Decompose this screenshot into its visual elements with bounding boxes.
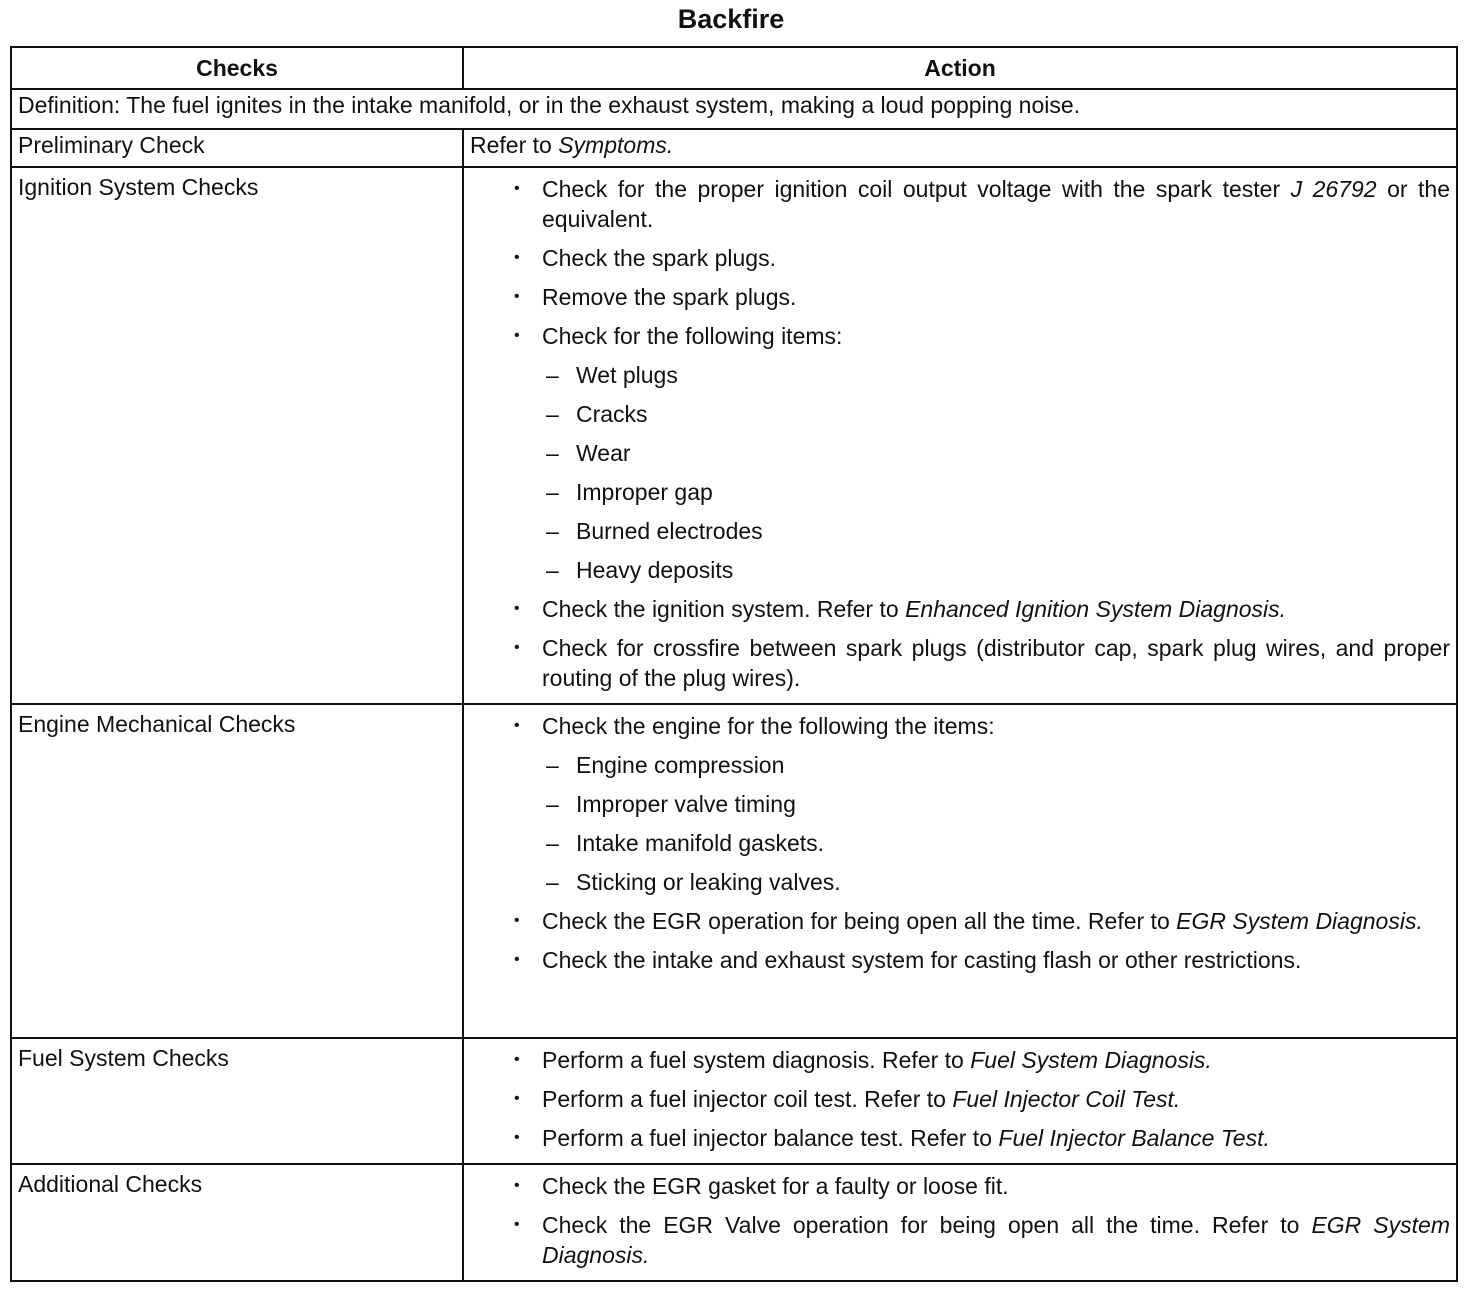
- spark-plug-sublist: [542, 360, 1450, 585]
- preliminary-check-action: [463, 129, 1457, 167]
- item-text: Check the EGR Valve operation for being open all the time. Refer to: [542, 1212, 1312, 1238]
- definition-text: Definition: The fuel ignites in the intake manifold, or in the exhaust system, making a loud popping noise.: [11, 89, 1457, 129]
- sub-item: – Intake manifold gaskets.: [542, 828, 1450, 858]
- reference-link: Fuel Injector Coil Test.: [952, 1086, 1181, 1112]
- item-text: Check the EGR operation for being open all the time. Refer to: [542, 908, 1177, 934]
- list-item: • Check for crossfire between spark plugs (distributor cap, spark plug wires, and proper routing of the plug wires).: [470, 633, 1450, 693]
- additional-checks-label: Additional Checks: [18, 1171, 203, 1197]
- list-item: [470, 321, 1450, 585]
- sub-item: – Engine compression: [542, 750, 1450, 780]
- table-row: [11, 167, 1457, 704]
- item-text: or the equivalent.: [542, 176, 1450, 232]
- reference-link: Enhanced Ignition System Diagnosis.: [905, 596, 1287, 622]
- item-text: Perform a fuel injector coil test. Refer to: [542, 1086, 953, 1112]
- table-row: [11, 129, 1457, 167]
- preliminary-check-label: Preliminary Check: [11, 129, 463, 167]
- item-text: Check the ignition system. Refer to: [542, 596, 906, 622]
- backfire-table: [10, 46, 1458, 1282]
- list-item: [470, 1084, 1450, 1114]
- list-item: • Check the EGR gasket for a faulty or loose fit.: [470, 1171, 1450, 1201]
- table-row: [11, 1038, 1457, 1164]
- ignition-action-list: [470, 174, 1450, 693]
- list-item: [470, 174, 1450, 234]
- list-item: • Remove the spark plugs.: [470, 282, 1450, 312]
- ignition-actions-cell: [463, 167, 1457, 704]
- fuel-action-list: [470, 1045, 1450, 1153]
- sub-item: – Wear: [542, 438, 1450, 468]
- ignition-checks-label: Ignition System Checks: [18, 174, 259, 200]
- engine-checks-cell: [11, 704, 463, 1038]
- ignition-checks-cell: [11, 167, 463, 704]
- reference-link: EGR System Diagnosis.: [542, 1212, 1450, 1268]
- sub-item: – Burned electrodes: [542, 516, 1450, 546]
- item-text: Check for the following items:: [542, 323, 843, 349]
- list-item: [470, 594, 1450, 624]
- list-item: [470, 1210, 1450, 1270]
- fuel-checks-label: Fuel System Checks: [18, 1045, 229, 1071]
- sub-item: – Heavy deposits: [542, 555, 1450, 585]
- checks-header: Checks: [11, 47, 463, 89]
- additional-checks-cell: [11, 1164, 463, 1281]
- item-text: Perform a fuel injector balance test. Refer to: [542, 1125, 999, 1151]
- action-text: Refer to: [470, 132, 559, 158]
- table-row: [11, 1164, 1457, 1281]
- reference-link: Symptoms.: [558, 132, 674, 158]
- list-item: • Check the intake and exhaust system for casting flash or other restrictions.: [470, 945, 1450, 975]
- list-item: [470, 906, 1450, 936]
- table-row: [11, 704, 1457, 1038]
- page-title: Backfire: [677, 4, 785, 34]
- reference-link: EGR System Diagnosis.: [1176, 908, 1423, 934]
- reference-link: Fuel System Diagnosis.: [970, 1047, 1212, 1073]
- header-row: [11, 47, 1457, 89]
- engine-action-list: [470, 711, 1450, 975]
- sub-item: – Improper gap: [542, 477, 1450, 507]
- definition-row: [11, 89, 1457, 129]
- engine-actions-cell: [463, 704, 1457, 1038]
- sub-item: – Sticking or leaking valves.: [542, 867, 1450, 897]
- reference-link: Fuel Injector Balance Test.: [998, 1125, 1270, 1151]
- item-text: Check the engine for the following the items:: [542, 713, 995, 739]
- sub-item: – Wet plugs: [542, 360, 1450, 390]
- action-header: Action: [463, 47, 1457, 89]
- list-item: • Check the spark plugs.: [470, 243, 1450, 273]
- fuel-actions-cell: [463, 1038, 1457, 1164]
- engine-sublist: [542, 750, 1450, 897]
- reference-link: J 26792: [1290, 176, 1377, 202]
- additional-action-list: [470, 1171, 1450, 1270]
- sub-item: – Improper valve timing: [542, 789, 1450, 819]
- list-item: [470, 1045, 1450, 1075]
- sub-item: – Cracks: [542, 399, 1450, 429]
- list-item: [470, 711, 1450, 897]
- fuel-checks-cell: [11, 1038, 463, 1164]
- item-text: Check for the proper ignition coil output voltage with the spark tester: [542, 176, 1291, 202]
- item-text: Perform a fuel system diagnosis. Refer to: [542, 1047, 971, 1073]
- additional-actions-cell: [463, 1164, 1457, 1281]
- list-item: [470, 1123, 1450, 1153]
- engine-checks-label: Engine Mechanical Checks: [18, 711, 296, 737]
